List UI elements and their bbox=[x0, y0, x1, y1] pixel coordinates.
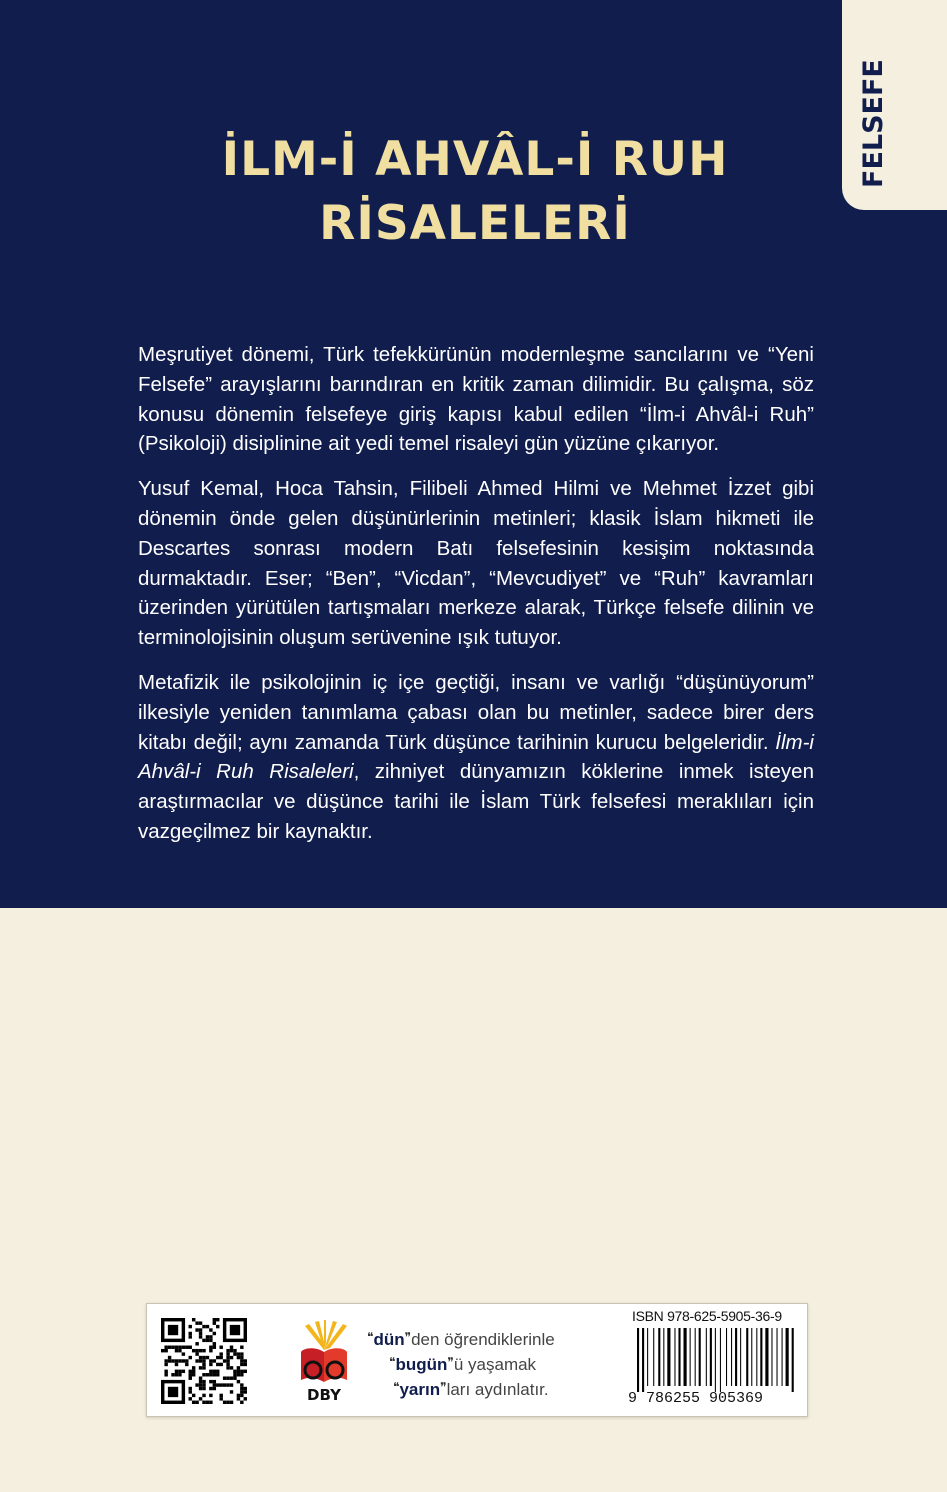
blurb-p3-end: , zihniyet dünyamızın köklerine inmek isteyen araştırmacılar ve düşünce tarihi ile İslam Türk felsefesi meraklıları için vazgeçilmez bir kaynaktır. bbox=[138, 760, 814, 843]
slogan-line-2: ❝bugün❞ü yaşamak bbox=[389, 1355, 537, 1374]
slogan-line-1: ❝dün❞den öğrendiklerinle bbox=[367, 1330, 555, 1349]
publisher-logo-text: DBY bbox=[307, 1386, 341, 1404]
isbn-label: ISBN 978-625-5905-36-9 bbox=[632, 1308, 782, 1324]
publisher-slogan bbox=[367, 1326, 617, 1401]
blurb-p3-book-title: İlm-i Ahvâl-i Ruh Risaleleri bbox=[138, 730, 814, 784]
blurb-paragraph-1: Meşrutiyet dönemi, Türk tefekkürünün modernleşme sancılarını ve “Yeni Felsefe” arayışlarını barındıran en kritik zaman dilimidir. Bu çalışma, söz konusu dönemin felsefeye giriş kapısı kabul edilen “İlm-i Ahvâl-i Ruh” (Psikoloji) disiplinine ait yedi temel risaleyi gün yüzüne çıkarıyor. bbox=[138, 343, 814, 456]
barcode-panel bbox=[146, 1303, 808, 1417]
isbn-digits: 9 786255 905369 bbox=[628, 1390, 764, 1407]
category-label: FELSEFE bbox=[858, 59, 889, 188]
qr-code-icon bbox=[161, 1318, 247, 1404]
blurb bbox=[138, 340, 814, 862]
blurb-paragraph-2: Yusuf Kemal, Hoca Tahsin, Filibeli Ahmed Hilmi ve Mehmet İzzet gibi dönemin önde gelen düşünürlerinin metinleri; klasik İslam hikmeti ile Descartes sonrası modern Batı felsefesinin kesişim noktasında durmaktadır. Eser; “Ben”, “Vicdan”, “Mevcudiyet” ve “Ruh” kavramları üzerinden yürütülen tartışmaları merkeze alarak, Türkçe felsefe dilinin ve terminolojisinin oluşum serüvenine ışık tutuyor. bbox=[138, 477, 814, 650]
slogan-line-3: ❝yarın❞ları aydınlatır. bbox=[393, 1380, 549, 1399]
title-line-1: İLM-İ AHVÂL-İ RUH bbox=[221, 132, 729, 187]
blurb-paragraph-3 bbox=[138, 668, 814, 847]
publisher-logo bbox=[295, 1320, 353, 1404]
title-line-2: RİSALELERİ bbox=[319, 196, 631, 251]
book-title bbox=[180, 128, 770, 256]
barcode-icon bbox=[635, 1328, 797, 1392]
blurb-p3-start: Metafizik ile psikolojinin iç içe geçtiği, insanı ve varlığı “düşünüyorum” ilkesiyle yeniden tanımlama çabası olan bu metinler, sadece birer ders kitabı değil; aynı zamanda Türk düşünce tarihinin kurucu belgeleridir. bbox=[138, 670, 814, 754]
